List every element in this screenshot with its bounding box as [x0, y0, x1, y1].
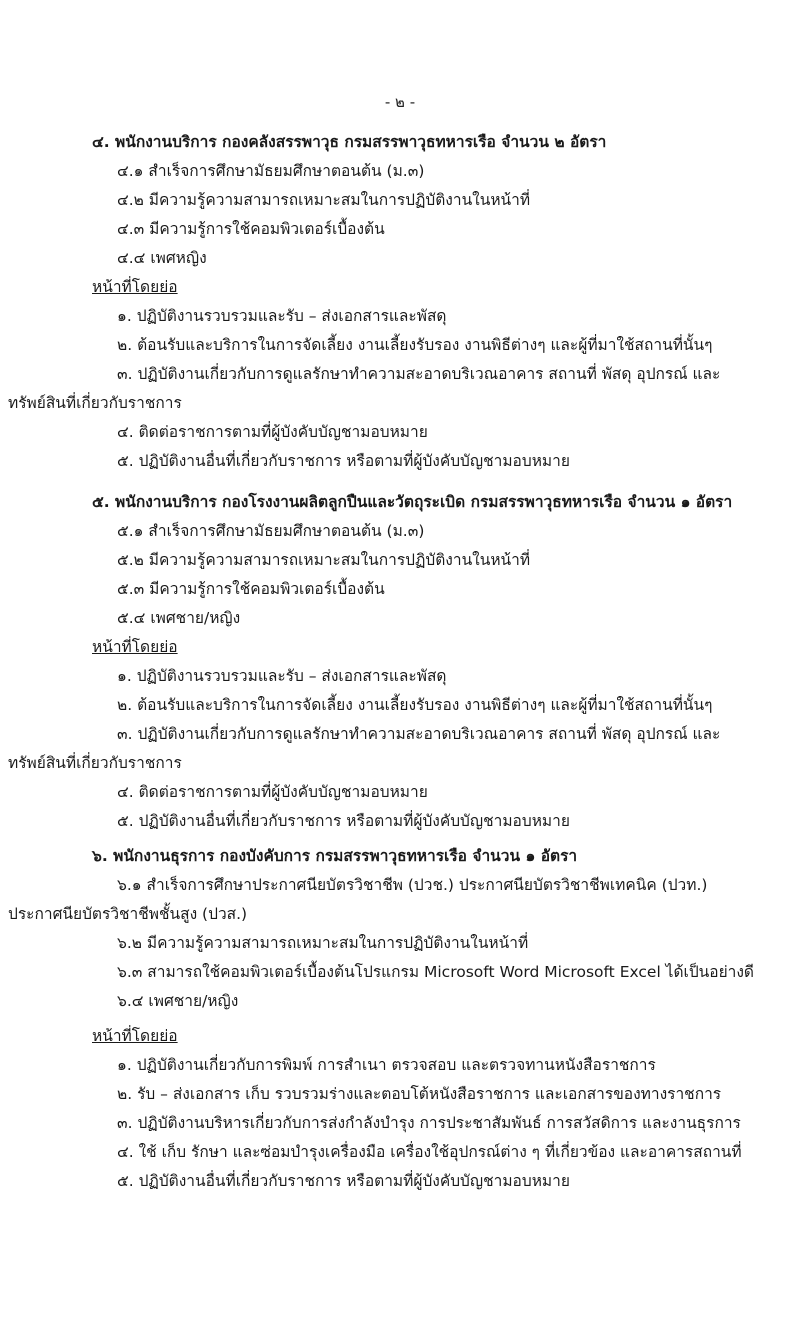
requirement-item: ๔.๔ เพศหญิง	[117, 249, 207, 267]
duty-item: ๒. รับ – ส่งเอกสาร เก็บ รวบรวมร่างและตอบโต้หนังสือราชการ และเอกสารของทางราชการ	[117, 1085, 722, 1103]
duty-item: ๓. ปฏิบัติงานบริหารเกี่ยวกับการส่งกำลังบำรุง การประชาสัมพันธ์ การสวัสดิการ และงานธุรการ	[117, 1114, 741, 1132]
section-heading: ๔. พนักงานบริการ กองคลังสรรพาวุธ กรมสรรพาวุธทหารเรือ จำนวน ๒ อัตรา	[92, 133, 607, 151]
requirement-item: ๔.๒ มีความรู้ความสามารถเหมาะสมในการปฏิบัติงานในหน้าที่	[117, 191, 531, 209]
requirement-item: ๕.๑ สำเร็จการศึกษามัธยมศึกษาตอนต้น (ม.๓)	[117, 522, 425, 540]
section-4	[0, 128, 800, 476]
duty-item: ๔. ติดต่อราชการตามที่ผู้บังคับบัญชามอบหมาย	[117, 783, 428, 801]
page-number: - ๒ -	[384, 93, 416, 111]
duties-title: หน้าที่โดยย่อ	[92, 638, 178, 656]
requirement-item: ๕.๓ มีความรู้การใช้คอมพิวเตอร์เบื้องต้น	[117, 580, 385, 598]
section-6	[0, 842, 800, 1196]
duty-item-continuation: ทรัพย์สินที่เกี่ยวกับราชการ	[8, 754, 182, 772]
duty-item: ๕. ปฏิบัติงานอื่นที่เกี่ยวกับราชการ หรือตามที่ผู้บังคับบัญชามอบหมาย	[117, 452, 570, 470]
section-heading: ๖. พนักงานธุรการ กองบังคับการ กรมสรรพาวุธทหารเรือ จำนวน ๑ อัตรา	[92, 847, 578, 865]
duty-item: ๔. ใช้ เก็บ รักษา และซ่อมบำรุงเครื่องมือ เครื่องใช้อุปกรณ์ต่าง ๆ ที่เกี่ยวข้อง และอาคารสถานที่	[117, 1143, 742, 1161]
requirement-item: ๖.๔ เพศชาย/หญิง	[117, 992, 239, 1010]
requirement-item-continuation: ประกาศนียบัตรวิชาชีพชั้นสูง (ปวส.)	[8, 905, 248, 923]
requirement-item: ๖.๒ มีความรู้ความสามารถเหมาะสมในการปฏิบัติงานในหน้าที่	[117, 934, 529, 952]
requirement-item: ๕.๔ เพศชาย/หญิง	[117, 609, 241, 627]
duty-item: ๑. ปฏิบัติงานเกี่ยวกับการพิมพ์ การสำเนา ตรวจสอบ และตรวจทานหนังสือราชการ	[117, 1056, 656, 1074]
requirement-item: ๔.๓ มีความรู้การใช้คอมพิวเตอร์เบื้องต้น	[117, 220, 385, 238]
requirement-item: ๕.๒ มีความรู้ความสามารถเหมาะสมในการปฏิบัติงานในหน้าที่	[117, 551, 531, 569]
duty-item: ๔. ติดต่อราชการตามที่ผู้บังคับบัญชามอบหมาย	[117, 423, 428, 441]
duty-item: ๕. ปฏิบัติงานอื่นที่เกี่ยวกับราชการ หรือตามที่ผู้บังคับบัญชามอบหมาย	[117, 812, 570, 830]
document-body	[0, 128, 800, 1196]
duty-item: ๕. ปฏิบัติงานอื่นที่เกี่ยวกับราชการ หรือตามที่ผู้บังคับบัญชามอบหมาย	[117, 1172, 570, 1190]
section-heading: ๕. พนักงานบริการ กองโรงงานผลิตลูกปืนและวัตถุระเบิด กรมสรรพาวุธทหารเรือ จำนวน ๑ อัตรา	[92, 493, 733, 511]
duty-item: ๑. ปฏิบัติงานรวบรวมและรับ – ส่งเอกสารและพัสดุ	[117, 307, 447, 325]
requirement-item: ๔.๑ สำเร็จการศึกษามัธยมศึกษาตอนต้น (ม.๓)	[117, 162, 425, 180]
requirement-item: ๖.๑ สำเร็จการศึกษาประกาศนียบัตรวิชาชีพ (ปวช.) ประกาศนียบัตรวิชาชีพเทคนิค (ปวท.)	[117, 876, 708, 894]
duty-item: ๓. ปฏิบัติงานเกี่ยวกับการดูแลรักษาทำความสะอาดบริเวณอาคาร สถานที่ พัสดุ อุปกรณ์ และ	[117, 365, 721, 383]
duties-title: หน้าที่โดยย่อ	[92, 1027, 178, 1045]
duty-item: ๒. ต้อนรับและบริการในการจัดเลี้ยง งานเลี้ยงรับรอง งานพิธีต่างๆ และผู้ที่มาใช้สถานที่นั้นๆ	[117, 696, 713, 714]
duty-item-continuation: ทรัพย์สินที่เกี่ยวกับราชการ	[8, 394, 182, 412]
duty-item: ๒. ต้อนรับและบริการในการจัดเลี้ยง งานเลี้ยงรับรอง งานพิธีต่างๆ และผู้ที่มาใช้สถานที่นั้นๆ	[117, 336, 713, 354]
duties-title: หน้าที่โดยย่อ	[92, 278, 178, 296]
requirement-item: ๖.๓ สามารถใช้คอมพิวเตอร์เบื้องต้นโปรแกรม Microsoft Word Microsoft Excel ได้เป็นอย่างดี	[117, 963, 754, 981]
section-5	[0, 488, 800, 836]
duty-item: ๑. ปฏิบัติงานรวบรวมและรับ – ส่งเอกสารและพัสดุ	[117, 667, 447, 685]
duty-item: ๓. ปฏิบัติงานเกี่ยวกับการดูแลรักษาทำความสะอาดบริเวณอาคาร สถานที่ พัสดุ อุปกรณ์ และ	[117, 725, 721, 743]
